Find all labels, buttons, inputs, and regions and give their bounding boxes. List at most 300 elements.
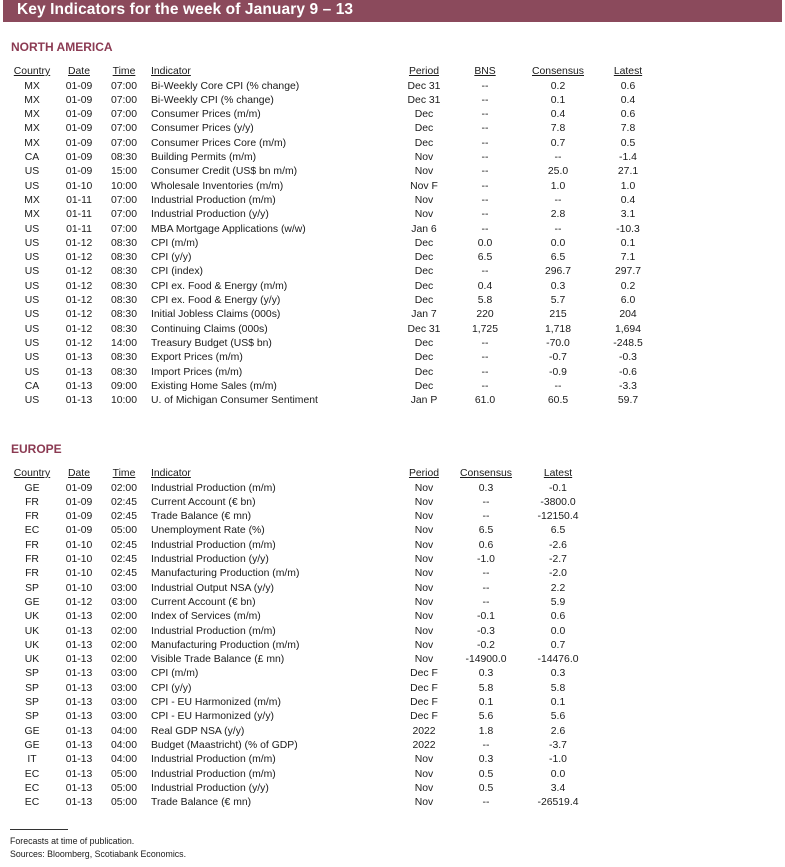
cell-indicator: Consumer Prices (m/m) <box>151 109 261 121</box>
cell-consensus: -0.9 <box>549 366 567 378</box>
cell-latest: 1.0 <box>620 180 636 192</box>
table-row <box>0 725 785 739</box>
cell-consensus: 0.5 <box>478 782 494 794</box>
cell-time: 08:30 <box>110 280 138 292</box>
header-consensus: Consensus <box>460 468 512 479</box>
table-row <box>0 582 785 596</box>
cell-consensus: -0.7 <box>549 352 567 364</box>
cell-time: 07:00 <box>110 109 138 121</box>
cell-country: US <box>24 323 40 335</box>
cell-time: 08:30 <box>110 295 138 306</box>
cell-country: UK <box>24 639 40 651</box>
cell-indicator: CPI ex. Food & Energy (m/m) <box>151 280 288 292</box>
cell-time: 08:30 <box>110 323 138 335</box>
page-title: Key Indicators for the week of January 9 – 13 <box>17 1 354 18</box>
cell-bns: 1,725 <box>471 323 499 335</box>
cell-period: Nov <box>414 539 434 551</box>
cell-consensus: -- <box>482 511 490 523</box>
cell-date: 01-13 <box>65 739 93 751</box>
cell-consensus: 0.1 <box>478 697 494 708</box>
cell-date: 01-12 <box>65 252 93 264</box>
cell-indicator: Continuing Claims (000s) <box>151 323 268 335</box>
cell-period: Nov <box>414 511 434 523</box>
cell-time: 10:00 <box>110 180 138 192</box>
table-row <box>0 151 785 165</box>
table-row <box>0 351 785 365</box>
cell-period: Nov <box>414 568 434 580</box>
cell-country: FR <box>25 568 39 580</box>
cell-consensus: 0.5 <box>478 768 494 780</box>
table-row <box>0 108 785 122</box>
cell-latest: 2.6 <box>550 725 566 737</box>
table-row <box>0 165 785 179</box>
cell-time: 04:00 <box>110 754 138 766</box>
table-row <box>0 682 785 696</box>
cell-latest: 59.7 <box>617 395 639 407</box>
cell-time: 05:00 <box>110 797 138 809</box>
table-row <box>0 610 785 624</box>
cell-latest: 297.7 <box>614 266 642 278</box>
section-heading-north-america: NORTH AMERICA <box>11 40 113 54</box>
cell-country: IT <box>27 754 37 766</box>
cell-indicator: Industrial Output NSA (y/y) <box>151 582 275 594</box>
table-row <box>0 280 785 294</box>
header-date: Date <box>68 66 90 77</box>
cell-bns: 5.8 <box>477 295 493 306</box>
cell-period: 2022 <box>412 739 436 751</box>
cell-date: 01-13 <box>65 380 93 392</box>
cell-consensus: 215 <box>549 309 567 321</box>
cell-country: MX <box>24 194 40 206</box>
cell-date: 01-11 <box>66 194 92 206</box>
cell-country: SP <box>25 668 39 680</box>
cell-indicator: Visible Trade Balance (£ mn) <box>151 654 285 666</box>
cell-latest: -12150.4 <box>537 511 579 523</box>
cell-latest: 2.2 <box>550 582 566 594</box>
cell-date: 01-13 <box>65 611 93 623</box>
cell-period: Jan 7 <box>411 309 437 321</box>
cell-period: Dec <box>414 266 434 278</box>
cell-country: US <box>24 223 40 235</box>
cell-country: SP <box>25 682 39 694</box>
cell-consensus: 1.0 <box>550 180 566 192</box>
cell-indicator: Export Prices (m/m) <box>151 352 243 364</box>
cell-latest: -10.3 <box>616 223 640 235</box>
cell-latest: 7.8 <box>620 123 636 135</box>
cell-period: Nov <box>414 194 434 206</box>
cell-indicator: Initial Jobless Claims (000s) <box>151 309 281 321</box>
table-header <box>0 467 785 481</box>
cell-period: Nov <box>414 754 434 766</box>
cell-time: 08:30 <box>110 152 138 163</box>
cell-consensus: 0.1 <box>550 94 566 106</box>
table-row <box>0 553 785 567</box>
cell-bns: -- <box>481 180 489 192</box>
cell-indicator: Index of Services (m/m) <box>151 611 261 623</box>
cell-time: 07:00 <box>110 137 138 149</box>
cell-indicator: Consumer Prices (y/y) <box>151 123 254 135</box>
cell-time: 08:30 <box>110 309 138 321</box>
cell-date: 01-09 <box>65 94 93 106</box>
cell-time: 07:00 <box>110 80 138 92</box>
cell-time: 02:00 <box>110 639 138 651</box>
cell-consensus: 296.7 <box>544 266 572 278</box>
cell-period: Dec F <box>410 711 438 723</box>
cell-date: 01-13 <box>65 366 93 378</box>
cell-time: 02:00 <box>110 482 138 494</box>
cell-latest: 204 <box>619 309 637 321</box>
cell-period: Nov <box>414 768 434 780</box>
cell-indicator: MBA Mortgage Applications (w/w) <box>151 223 306 235</box>
table-row <box>0 482 785 496</box>
cell-country: US <box>24 166 40 178</box>
cell-period: Dec <box>414 352 434 364</box>
cell-date: 01-10 <box>65 180 93 192</box>
cell-time: 10:00 <box>110 395 138 407</box>
cell-country: US <box>24 266 40 278</box>
cell-country: EC <box>24 525 40 537</box>
cell-country: MX <box>24 109 40 121</box>
cell-period: Dec <box>414 237 434 249</box>
cell-consensus: 60.5 <box>547 395 569 407</box>
cell-date: 01-12 <box>65 295 93 306</box>
cell-time: 08:30 <box>110 366 138 378</box>
cell-period: Nov <box>414 152 434 163</box>
cell-consensus: -14900.0 <box>465 654 507 666</box>
cell-date: 01-09 <box>65 482 93 494</box>
cell-period: Nov <box>414 166 434 178</box>
cell-latest: -0.6 <box>619 366 637 378</box>
table-header <box>0 65 785 79</box>
cell-country: US <box>24 295 40 306</box>
cell-latest: 3.4 <box>550 782 566 794</box>
cell-bns: -- <box>481 194 489 206</box>
cell-indicator: Trade Balance (€ mn) <box>151 511 252 523</box>
header-time: Time <box>112 66 136 77</box>
cell-consensus: 0.3 <box>478 754 494 766</box>
cell-date: 01-12 <box>65 309 93 321</box>
table-row <box>0 539 785 553</box>
cell-latest: -26519.4 <box>537 797 579 809</box>
cell-latest: 6.0 <box>620 295 636 306</box>
cell-consensus: -- <box>554 152 562 163</box>
table-row <box>0 308 785 322</box>
table-row <box>0 394 785 408</box>
cell-consensus: -- <box>482 496 490 508</box>
cell-indicator: U. of Michigan Consumer Sentiment <box>151 395 318 407</box>
cell-country: EC <box>24 797 40 809</box>
cell-period: Nov <box>414 554 434 565</box>
cell-date: 01-10 <box>65 568 93 580</box>
cell-period: Nov <box>414 496 434 508</box>
cell-latest: 0.6 <box>620 80 636 92</box>
cell-time: 05:00 <box>110 768 138 780</box>
cell-indicator: Industrial Production (m/m) <box>151 482 276 494</box>
cell-indicator: Current Account (€ bn) <box>151 496 256 508</box>
cell-date: 01-11 <box>66 223 92 235</box>
cell-bns: -- <box>481 337 489 349</box>
cell-period: Nov <box>414 654 434 666</box>
cell-indicator: Industrial Production (y/y) <box>151 782 269 794</box>
cell-time: 04:00 <box>110 725 138 737</box>
cell-consensus: -- <box>554 380 562 392</box>
cell-latest: 5.9 <box>550 596 566 608</box>
cell-consensus: 6.5 <box>550 252 566 264</box>
cell-latest: 0.1 <box>620 237 636 249</box>
cell-country: GE <box>24 596 40 608</box>
cell-consensus: 6.5 <box>478 525 494 537</box>
page-title-bar <box>3 0 782 22</box>
cell-date: 01-13 <box>65 625 93 637</box>
cell-country: SP <box>25 697 39 708</box>
cell-consensus: 5.8 <box>478 682 494 694</box>
cell-period: Nov <box>414 611 434 623</box>
table-row <box>0 596 785 610</box>
table-row <box>0 510 785 524</box>
cell-time: 04:00 <box>110 739 138 751</box>
cell-country: US <box>24 309 40 321</box>
table-row <box>0 223 785 237</box>
cell-bns: -- <box>481 352 489 364</box>
cell-consensus: -- <box>482 568 490 580</box>
cell-period: Dec F <box>410 682 438 694</box>
cell-latest: 6.5 <box>550 525 566 537</box>
cell-latest: -0.3 <box>619 352 637 364</box>
cell-country: SP <box>25 711 39 723</box>
cell-date: 01-12 <box>65 280 93 292</box>
cell-time: 14:00 <box>110 337 138 349</box>
footnote-sources: Sources: Bloomberg, Scotiabank Economics. <box>10 849 187 859</box>
cell-time: 15:00 <box>110 166 138 178</box>
cell-indicator: CPI (y/y) <box>151 682 192 694</box>
cell-indicator: Unemployment Rate (%) <box>151 525 265 537</box>
cell-consensus: -- <box>482 596 490 608</box>
cell-date: 01-10 <box>65 582 93 594</box>
cell-date: 01-09 <box>65 123 93 135</box>
table-row <box>0 237 785 251</box>
cell-bns: -- <box>481 123 489 135</box>
cell-consensus: 0.3 <box>478 482 494 494</box>
table-row <box>0 567 785 581</box>
cell-time: 08:30 <box>110 237 138 249</box>
cell-period: Nov <box>414 209 434 221</box>
cell-date: 01-13 <box>65 768 93 780</box>
cell-country: FR <box>25 496 39 508</box>
cell-latest: -2.7 <box>549 554 567 565</box>
cell-indicator: Bi-Weekly Core CPI (% change) <box>151 80 300 92</box>
cell-country: CA <box>24 380 40 392</box>
cell-indicator: Wholesale Inventories (m/m) <box>151 180 284 192</box>
cell-country: GE <box>24 725 40 737</box>
cell-period: Jan P <box>410 395 438 407</box>
cell-country: UK <box>24 654 40 666</box>
header-country: Country <box>13 468 51 479</box>
cell-indicator: Real GDP NSA (y/y) <box>151 725 245 737</box>
cell-period: Dec <box>414 295 434 306</box>
cell-consensus: 5.6 <box>478 711 494 723</box>
cell-indicator: Industrial Production (m/m) <box>151 539 276 551</box>
cell-latest: 5.6 <box>550 711 566 723</box>
cell-time: 03:00 <box>110 682 138 694</box>
cell-country: US <box>24 180 40 192</box>
table-row <box>0 94 785 108</box>
cell-date: 01-13 <box>65 352 93 364</box>
cell-indicator: CPI - EU Harmonized (y/y) <box>151 711 274 723</box>
cell-latest: -3800.0 <box>540 496 576 508</box>
cell-time: 05:00 <box>110 782 138 794</box>
cell-latest: 0.1 <box>550 697 566 708</box>
table-row <box>0 208 785 222</box>
cell-indicator: CPI (m/m) <box>151 237 199 249</box>
cell-country: US <box>24 237 40 249</box>
cell-period: Dec <box>414 280 434 292</box>
cell-time: 02:45 <box>110 568 138 580</box>
cell-date: 01-12 <box>65 266 93 278</box>
header-period: Period <box>408 66 440 77</box>
cell-consensus: 0.3 <box>478 668 494 680</box>
cell-period: Dec 31 <box>407 323 441 335</box>
cell-country: MX <box>24 94 40 106</box>
cell-indicator: Manufacturing Production (m/m) <box>151 568 300 580</box>
cell-latest: -248.5 <box>613 337 643 349</box>
cell-latest: -1.0 <box>549 754 567 766</box>
cell-country: US <box>24 252 40 264</box>
cell-bns: 61.0 <box>474 395 496 407</box>
cell-latest: 27.1 <box>617 166 639 178</box>
cell-consensus: -0.1 <box>477 611 495 623</box>
cell-latest: 0.6 <box>620 109 636 121</box>
cell-period: Nov <box>414 782 434 794</box>
cell-period: Nov <box>414 596 434 608</box>
cell-time: 08:30 <box>110 252 138 264</box>
cell-country: FR <box>25 554 39 565</box>
cell-date: 01-10 <box>65 539 93 551</box>
cell-latest: -0.1 <box>549 482 567 494</box>
table-row <box>0 796 785 810</box>
cell-consensus: 1,718 <box>544 323 572 335</box>
cell-date: 01-09 <box>65 496 93 508</box>
cell-bns: -- <box>481 380 489 392</box>
cell-latest: 3.1 <box>620 209 636 221</box>
cell-indicator: Treasury Budget (US$ bn) <box>151 337 272 349</box>
cell-bns: -- <box>481 94 489 106</box>
cell-time: 07:00 <box>110 194 138 206</box>
table-row <box>0 122 785 136</box>
cell-latest: 0.6 <box>550 611 566 623</box>
cell-country: US <box>24 395 40 407</box>
cell-consensus: -0.3 <box>477 625 495 637</box>
cell-consensus: 0.6 <box>478 539 494 551</box>
table-row <box>0 337 785 351</box>
cell-bns: 6.5 <box>477 252 493 264</box>
cell-latest: 0.0 <box>550 768 566 780</box>
cell-date: 01-09 <box>65 166 93 178</box>
cell-indicator: Industrial Production (y/y) <box>151 209 269 221</box>
cell-time: 09:00 <box>110 380 138 392</box>
cell-date: 01-13 <box>65 697 93 708</box>
cell-consensus: 7.8 <box>550 123 566 135</box>
cell-date: 01-13 <box>65 639 93 651</box>
cell-time: 08:30 <box>110 266 138 278</box>
table-row <box>0 194 785 208</box>
cell-time: 03:00 <box>110 711 138 723</box>
cell-period: Dec <box>414 137 434 149</box>
cell-latest: 0.4 <box>620 194 636 206</box>
cell-time: 07:00 <box>110 223 138 235</box>
cell-latest: 7.1 <box>620 252 636 264</box>
cell-latest: 0.0 <box>550 625 566 637</box>
cell-indicator: CPI (index) <box>151 266 203 278</box>
header-date: Date <box>68 468 90 479</box>
cell-country: SP <box>25 582 39 594</box>
cell-time: 03:00 <box>110 596 138 608</box>
cell-date: 01-09 <box>65 80 93 92</box>
cell-latest: -3.7 <box>549 739 567 751</box>
cell-indicator: CPI - EU Harmonized (m/m) <box>151 697 281 708</box>
cell-bns: -- <box>481 266 489 278</box>
cell-bns: -- <box>481 152 489 163</box>
cell-bns: -- <box>481 209 489 221</box>
cell-time: 03:00 <box>110 697 138 708</box>
cell-bns: -- <box>481 223 489 235</box>
cell-bns: -- <box>481 80 489 92</box>
cell-indicator: CPI ex. Food & Energy (y/y) <box>151 295 281 306</box>
cell-date: 01-09 <box>65 152 93 163</box>
cell-period: Nov <box>414 582 434 594</box>
cell-latest: 5.8 <box>550 682 566 694</box>
table-row <box>0 496 785 510</box>
cell-country: MX <box>24 137 40 149</box>
cell-consensus: -- <box>482 739 490 751</box>
cell-latest: 0.5 <box>620 137 636 149</box>
cell-date: 01-09 <box>65 525 93 537</box>
cell-indicator: Industrial Production (m/m) <box>151 754 276 766</box>
cell-latest: -2.0 <box>549 568 567 580</box>
cell-date: 01-09 <box>65 137 93 149</box>
cell-time: 05:00 <box>110 525 138 537</box>
cell-bns: 0.0 <box>477 237 493 249</box>
cell-date: 01-13 <box>65 668 93 680</box>
cell-indicator: Existing Home Sales (m/m) <box>151 380 277 392</box>
cell-consensus: -- <box>554 194 562 206</box>
cell-indicator: Industrial Production (m/m) <box>151 194 276 206</box>
cell-indicator: Manufacturing Production (m/m) <box>151 639 300 651</box>
table-row <box>0 696 785 710</box>
cell-country: GE <box>24 482 40 494</box>
cell-country: UK <box>24 625 40 637</box>
cell-period: Dec <box>414 380 434 392</box>
cell-latest: 0.7 <box>550 639 566 651</box>
cell-consensus: 0.4 <box>550 109 566 121</box>
cell-country: MX <box>24 80 40 92</box>
table-row <box>0 380 785 394</box>
cell-time: 02:45 <box>110 496 138 508</box>
cell-period: Nov <box>414 639 434 651</box>
cell-country: CA <box>24 152 40 163</box>
table-row <box>0 251 785 265</box>
cell-time: 02:00 <box>110 654 138 666</box>
cell-period: Dec <box>414 366 434 378</box>
cell-date: 01-13 <box>65 711 93 723</box>
cell-period: Dec F <box>410 697 438 708</box>
cell-latest: -14476.0 <box>537 654 579 666</box>
table-row <box>0 739 785 753</box>
cell-period: Dec 31 <box>407 80 441 92</box>
cell-date: 01-12 <box>65 596 93 608</box>
cell-time: 02:45 <box>110 511 138 523</box>
cell-consensus: -70.0 <box>546 337 570 349</box>
cell-indicator: CPI (m/m) <box>151 668 199 680</box>
